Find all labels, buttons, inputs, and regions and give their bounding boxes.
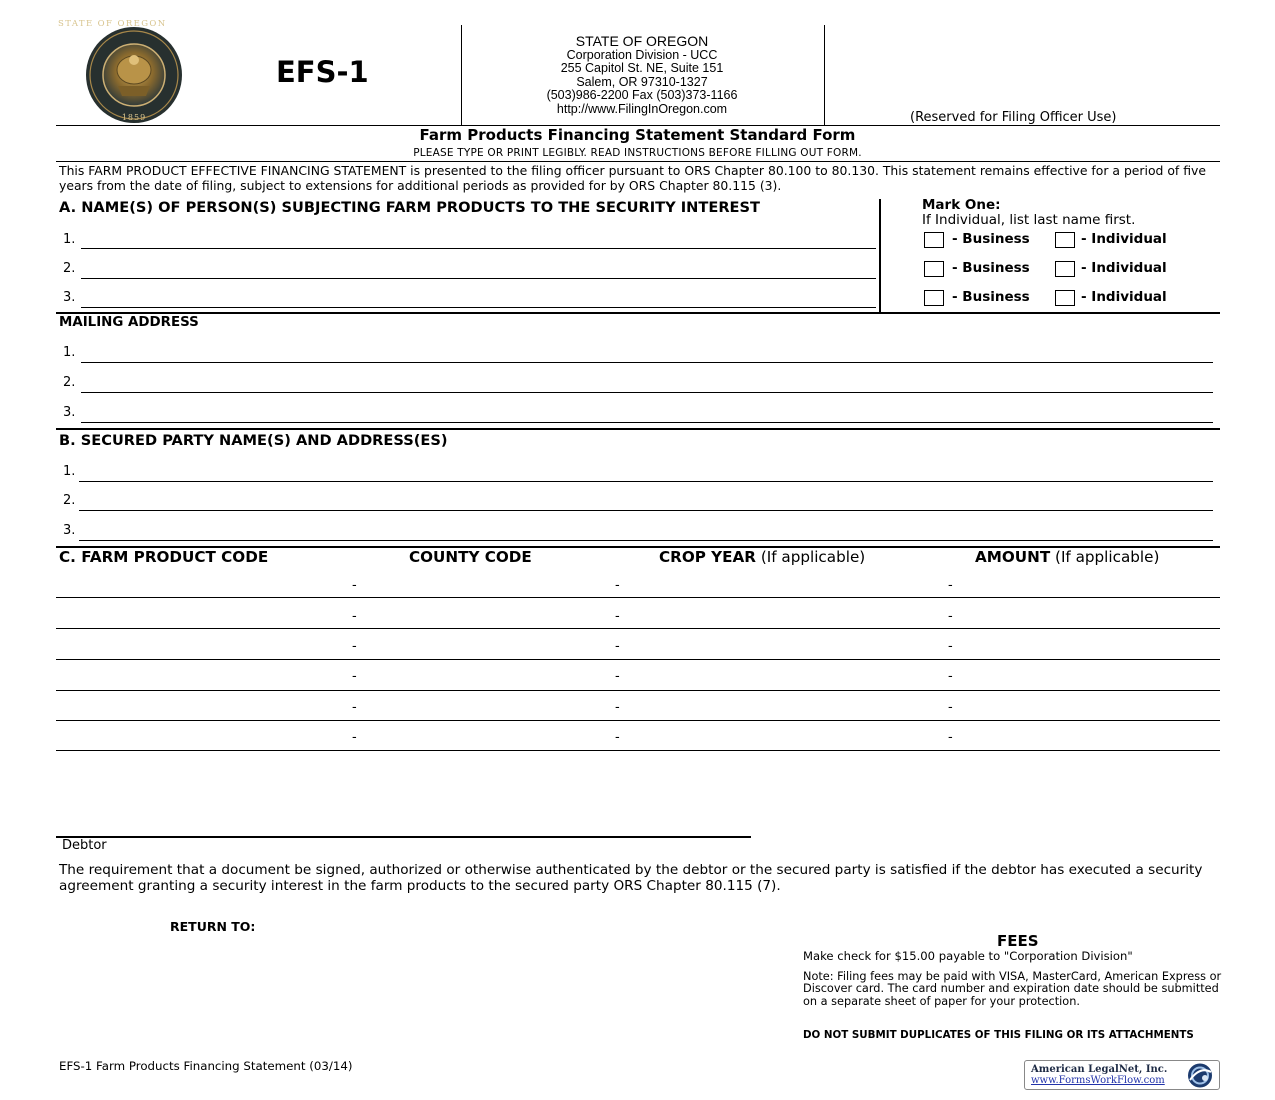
business-checkbox-3[interactable] [924,290,944,306]
fees-check-instruction: Make check for $15.00 payable to "Corporation Division" [803,949,1133,963]
return-to-label: RETURN TO: [170,919,256,934]
fees-note: Note: Filing fees may be paid with VISA, MasterCard, American Express or Discover card. The card number and expiration date should be submitted on a separate sheet of paper for your protection. [803,970,1222,1008]
individual-label: - Individual [1081,289,1167,305]
publisher-name: American LegalNet, Inc. [1031,1064,1168,1075]
section-b-line-label: 1. [63,464,76,479]
individual-label: - Individual [1081,260,1167,276]
mailing-line-label: 2. [63,375,76,390]
code-separator-dash: - [352,700,357,715]
individual-label: - Individual [1081,231,1167,247]
farm-product-row-line-1[interactable] [56,597,1220,598]
code-separator-dash: - [352,669,357,684]
signature-requirement-text: The requirement that a document be signed, authorized or otherwise authenticated by the debtor or the secured party is satisfied if the debtor has executed a security agreement granting a security interest in the farm products to the secured party ORS Chapter 80.115 (7). [59,862,1203,894]
individual-checkbox-3[interactable] [1055,290,1075,306]
debtor-name-line-1[interactable] [81,248,876,249]
crop-year-header [659,548,865,566]
code-separator-dash: - [615,730,620,745]
individual-checkbox-2[interactable] [1055,261,1075,277]
form-title: Farm Products Financing Statement Standard Form [419,126,856,144]
code-separator-dash: - [352,730,357,745]
section-b-line-label: 2. [63,493,76,508]
secured-party-line-1[interactable] [79,481,1213,482]
agency-city: Salem, OR 97310-1327 [576,74,708,89]
debtor-signature-label: Debtor [62,838,107,853]
business-checkbox-1[interactable] [924,232,944,248]
section-a-line-label: 2. [63,261,76,276]
farm-product-row-line-4[interactable] [56,690,1220,691]
code-separator-dash: - [948,700,953,715]
mailing-line-label: 1. [63,345,76,360]
code-separator-dash: - [948,730,953,745]
section-a-line-label: 1. [63,232,76,247]
farm-product-row-line-3[interactable] [56,659,1220,660]
agency-street: 255 Capitol St. NE, Suite 151 [560,61,724,76]
code-separator-dash: - [948,639,953,654]
code-separator-dash: - [352,609,357,624]
business-label: - Business [952,260,1030,276]
crop-year-label: CROP YEAR [659,548,756,566]
code-separator-dash: - [615,700,620,715]
code-separator-dash: - [352,578,357,593]
mark-one-title: Mark One: [922,197,1001,213]
seal-year: 1859 [121,113,147,122]
code-separator-dash: - [948,609,953,624]
code-separator-dash: - [615,639,620,654]
code-separator-dash: - [948,669,953,684]
code-separator-dash: - [948,578,953,593]
fees-warning: DO NOT SUBMIT DUPLICATES OF THIS FILING OR ITS ATTACHMENTS [803,1029,1194,1041]
agency-url[interactable]: http://www.FilingInOregon.com [556,101,728,116]
form-instructions: PLEASE TYPE OR PRINT LEGIBLY. READ INSTRUCTIONS BEFORE FILLING OUT FORM. [413,147,862,159]
intro-paragraph: This FARM PRODUCT EFFECTIVE FINANCING STATEMENT is presented to the filing officer pursuant to ORS Chapter 80.100 to 80.130. This statement remains effective for a period of five years from the date of filing, subject to extensions for additional periods as provided for by ORS Chapter 80.115 (3). [59,163,1206,193]
farm-product-code-header: C. FARM PRODUCT CODE [59,548,269,566]
farm-product-row-line-6[interactable] [56,750,1220,751]
county-code-header: COUNTY CODE [409,548,532,566]
debtor-name-line-2[interactable] [81,278,876,279]
code-separator-dash: - [352,639,357,654]
publisher-logo-icon [1181,1062,1219,1089]
code-separator-dash: - [615,669,620,684]
agency-state: STATE OF OREGON [575,33,709,49]
mailing-address-line-2[interactable] [81,392,1213,393]
agency-address-block [462,33,822,116]
mailing-address-line-1[interactable] [81,362,1213,363]
amount-header [975,548,1159,566]
fees-heading: FEES [997,932,1039,950]
secured-party-line-3[interactable] [79,540,1213,541]
debtor-name-line-3[interactable] [81,307,876,308]
individual-checkbox-1[interactable] [1055,232,1075,248]
mailing-address-heading: MAILING ADDRESS [59,315,199,330]
business-checkbox-2[interactable] [924,261,944,277]
mark-one-note: If Individual, list last name first. [922,212,1136,228]
section-a-heading: A. NAME(S) OF PERSON(S) SUBJECTING FARM PRODUCTS TO THE SECURITY INTEREST [59,199,760,216]
code-separator-dash: - [615,578,620,593]
oregon-state-seal [58,19,210,124]
mailing-line-label: 3. [63,405,76,420]
agency-division: Corporation Division - UCC [566,48,718,62]
section-b-heading: B. SECURED PARTY NAME(S) AND ADDRESS(ES) [59,432,448,449]
business-label: - Business [952,289,1030,305]
secured-party-line-2[interactable] [79,510,1213,511]
farm-product-row-line-5[interactable] [56,720,1220,721]
seal-top-text: STATE OF OREGON [58,19,167,29]
crop-year-note: (If applicable) [760,548,866,566]
section-a-line-label: 3. [63,290,76,305]
farm-product-row-line-2[interactable] [56,628,1220,629]
amount-label: AMOUNT [975,548,1051,566]
business-label: - Business [952,231,1030,247]
amount-note: (If applicable) [1055,548,1160,566]
mailing-address-line-3[interactable] [81,422,1213,423]
form-id-heading: EFS-1 [276,55,369,89]
code-separator-dash: - [615,609,620,624]
publisher-url-link[interactable]: www.FormsWorkFlow.com [1031,1075,1165,1086]
section-b-line-label: 3. [63,523,76,538]
reserved-filing-officer: (Reserved for Filing Officer Use) [910,110,1117,125]
agency-phone: (503)986-2200 Fax (503)373-1166 [546,88,738,103]
footer-form-id: EFS-1 Farm Products Financing Statement (03/14) [59,1059,353,1073]
